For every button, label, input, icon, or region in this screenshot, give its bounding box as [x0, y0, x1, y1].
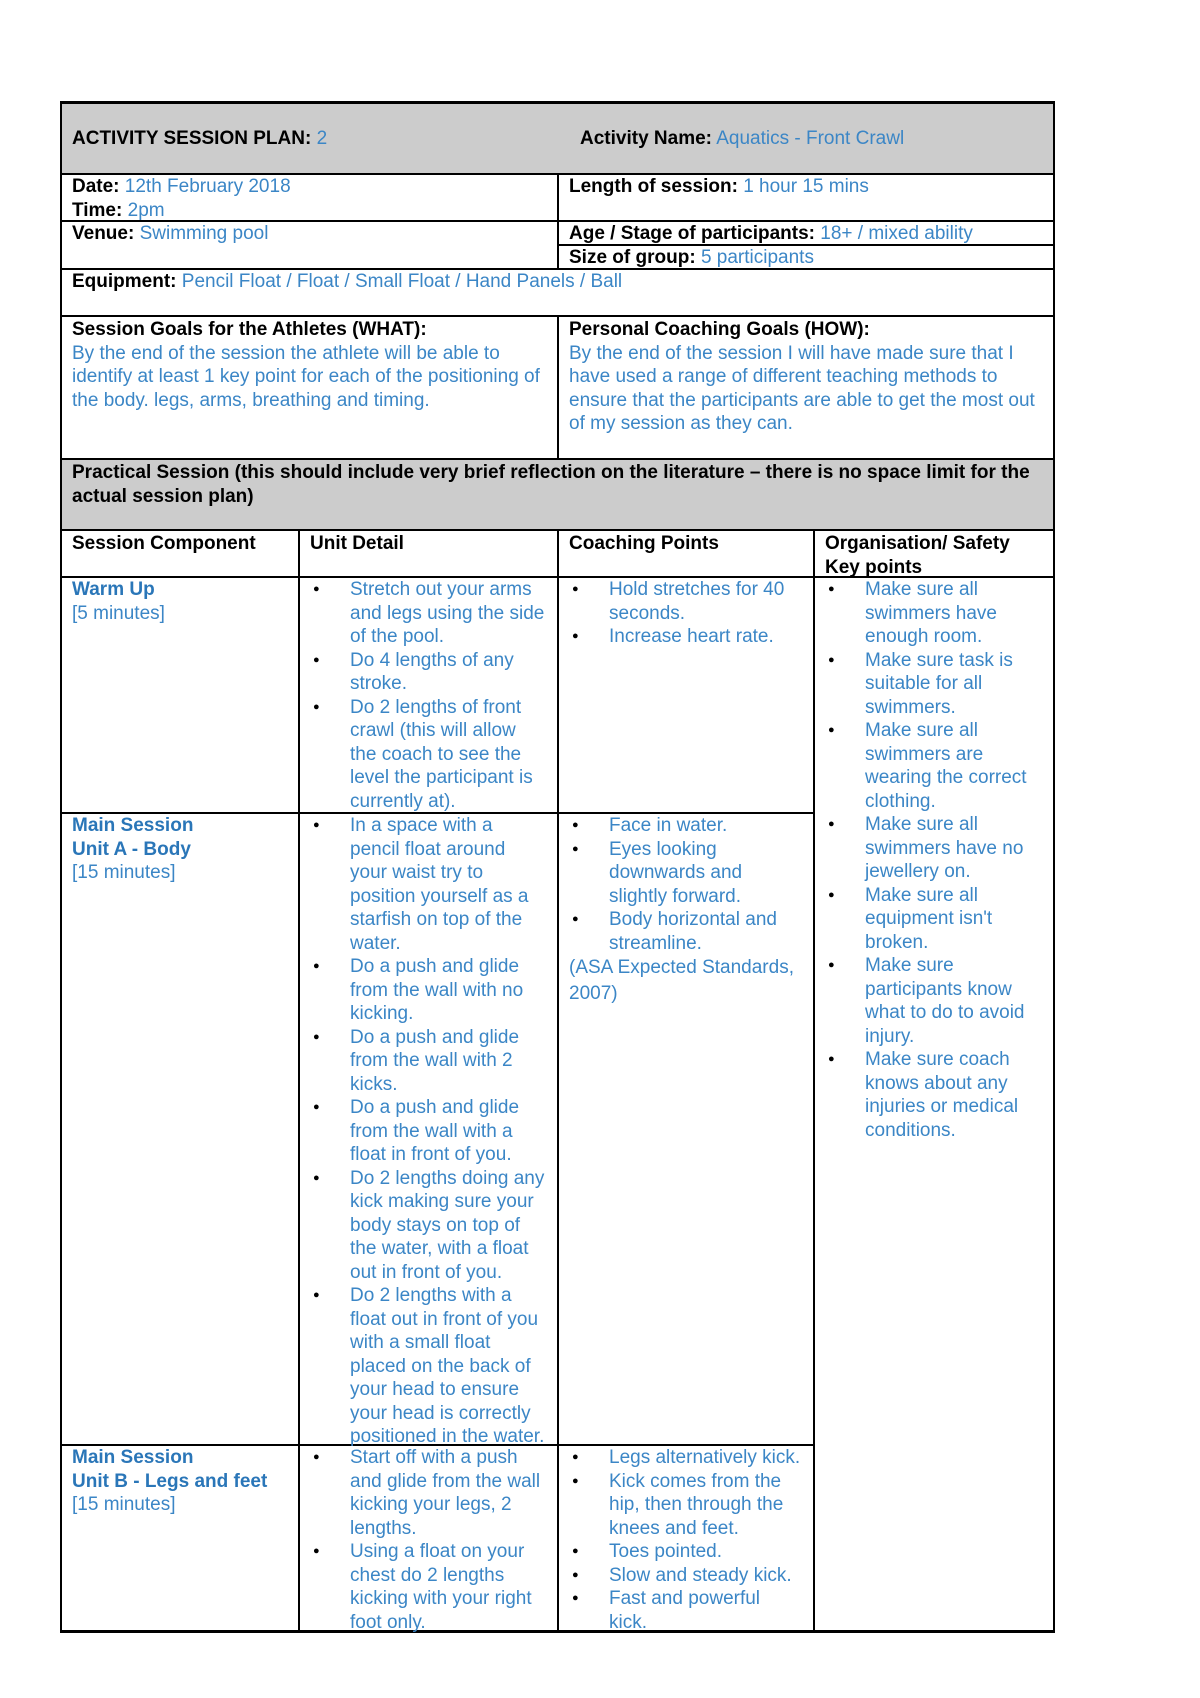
- coaching-goals-label: Personal Coaching Goals (HOW):: [569, 319, 870, 340]
- warmup-duration: [5 minutes]: [72, 602, 165, 624]
- session-plan-number: [62, 127, 557, 151]
- size-label: Size of group:: [569, 247, 696, 268]
- time-line: [72, 199, 547, 223]
- activity-value: Aquatics - Front Crawl: [716, 128, 905, 149]
- list-item: ● Do a push and glide from the wall with 2 kicks.: [310, 1026, 547, 1097]
- list-item: ● Face in water.: [569, 814, 803, 838]
- col-unit-detail: Unit Detail: [310, 533, 404, 554]
- plan-label: ACTIVITY SESSION PLAN:: [72, 128, 312, 149]
- date-label: Date:: [72, 176, 120, 197]
- unit-a-title1: Main Session: [72, 815, 194, 836]
- safety-key-points: [815, 578, 1053, 1142]
- length-value: 1 hour 15 mins: [743, 176, 869, 197]
- list-item: ● Increase heart rate.: [569, 625, 803, 649]
- activity-label: Activity Name:: [580, 128, 712, 149]
- unit-b-coaching-points: [559, 1446, 813, 1634]
- length-label: Length of session:: [569, 176, 738, 197]
- length-cell: [559, 175, 1053, 199]
- date-value: 12th February 2018: [124, 176, 291, 197]
- unit-b-title1: Main Session: [72, 1447, 194, 1468]
- list-item: ● Fast and powerful kick.: [569, 1587, 803, 1634]
- list-item: ● Body horizontal and streamline.: [569, 908, 803, 955]
- list-item: ● Make sure participants know what to do to avoid injury.: [825, 954, 1043, 1048]
- list-item: ● Start off with a push and glide from the wall kicking your legs, 2 lengths.: [310, 1446, 547, 1540]
- list-item: ● Using a float on your chest do 2 lengths kicking with your right foot only.: [310, 1540, 547, 1634]
- rule: [1053, 101, 1055, 1633]
- list-item: ● Make sure all swimmers are wearing the correct clothing.: [825, 719, 1043, 813]
- list-item: ● Make sure all equipment isn't broken.: [825, 884, 1043, 955]
- unit-a-reference: (ASA Expected Standards, 2007): [569, 957, 794, 1004]
- date-line: [72, 175, 547, 199]
- list-item: ● Do 2 lengths with a float out in front of you with a small float placed on the back of your head to ensure your head is correctly positioned in the water.: [310, 1284, 547, 1449]
- athlete-goals-text: By the end of the session the athlete will be able to identify at least 1 key point for each of the positioning of the body. legs, arms, breathing and timing.: [72, 342, 540, 411]
- list-item: ● Do a push and glide from the wall with no kicking.: [310, 955, 547, 1026]
- athlete-goals-label: Session Goals for the Athletes (WHAT):: [72, 319, 427, 340]
- venue-cell: [62, 222, 557, 246]
- warmup-unit-detail: [300, 578, 557, 813]
- equipment-label: Equipment:: [72, 271, 177, 292]
- unit-b-title2: Unit B - Legs and feet: [72, 1470, 268, 1492]
- venue-value: Swimming pool: [139, 223, 269, 244]
- list-item: ● Hold stretches for 40 seconds.: [569, 578, 803, 625]
- size-cell: [559, 246, 1053, 270]
- list-item: ● Toes pointed.: [569, 1540, 803, 1564]
- athlete-goals-cell: [62, 318, 557, 412]
- unit-a-coaching-points: [559, 814, 813, 1007]
- list-item: ● Eyes looking downwards and slightly forward.: [569, 838, 803, 909]
- practical-heading: Practical Session (this should include very brief reflection on the literature – there is no space limit for the actual session plan): [72, 462, 1030, 507]
- unit-a-duration: [15 minutes]: [72, 862, 176, 883]
- coaching-goals-text: By the end of the session I will have made sure that I have used a range of different teaching methods to ensure that the participants are able to get the most out of my session as they can.: [569, 342, 1035, 434]
- unit-b-component: [62, 1446, 298, 1517]
- age-value: 18+ / mixed ability: [820, 223, 973, 244]
- age-cell: [559, 222, 1053, 246]
- list-item: ● In a space with a pencil float around your waist try to position yourself as a starfish on top of the water.: [310, 814, 547, 955]
- unit-a-unit-detail: [300, 814, 557, 1449]
- size-value: 5 participants: [700, 247, 814, 268]
- time-value: 2pm: [127, 199, 165, 221]
- unit-b-unit-detail: [300, 1446, 557, 1634]
- plan-value: 2: [316, 128, 328, 149]
- equipment-cell: [62, 270, 1053, 294]
- list-item: ● Make sure coach knows about any injuries or medical conditions.: [825, 1048, 1043, 1142]
- col-organisation: Organisation/ Safety Key points: [825, 533, 1010, 578]
- age-label: Age / Stage of participants:: [569, 223, 815, 244]
- list-item: ● Make sure all swimmers have enough room.: [825, 578, 1043, 649]
- list-item: ● Slow and steady kick.: [569, 1564, 803, 1588]
- coaching-goals-cell: [559, 318, 1053, 436]
- venue-label: Venue:: [72, 223, 135, 244]
- list-item: ● Do 4 lengths of any stroke.: [310, 649, 547, 696]
- list-item: ● Make sure all swimmers have no jewellery on.: [825, 813, 1043, 884]
- equipment-value: Pencil Float / Float / Small Float / Hand Panels / Ball: [181, 271, 623, 292]
- warmup-title: Warm Up: [72, 579, 155, 600]
- time-label: Time:: [72, 199, 123, 221]
- unit-a-title2: Unit A - Body: [72, 838, 191, 860]
- list-item: ● Legs alternatively kick.: [569, 1446, 803, 1470]
- list-item: ● Kick comes from the hip, then through the knees and feet.: [569, 1470, 803, 1541]
- list-item: ● Do 2 lengths doing any kick making sure your body stays on top of the water, with a float out in front of you.: [310, 1167, 547, 1285]
- warmup-component: [62, 578, 298, 625]
- col-coaching-points: Coaching Points: [569, 533, 719, 554]
- unit-a-component: [62, 814, 298, 885]
- activity-name: [570, 127, 1053, 151]
- unit-b-duration: [15 minutes]: [72, 1494, 176, 1515]
- col-session-component: Session Component: [72, 533, 256, 554]
- list-item: ● Do 2 lengths of front crawl (this will allow the coach to see the level the participant is currently at).: [310, 696, 547, 814]
- rule: [60, 101, 1055, 104]
- list-item: ● Make sure task is suitable for all swimmers.: [825, 649, 1043, 720]
- list-item: ● Stretch out your arms and legs using the side of the pool.: [310, 578, 547, 649]
- date-time-cell: [62, 175, 557, 222]
- list-item: ● Do a push and glide from the wall with a float in front of you.: [310, 1096, 547, 1167]
- warmup-coaching-points: [559, 578, 813, 649]
